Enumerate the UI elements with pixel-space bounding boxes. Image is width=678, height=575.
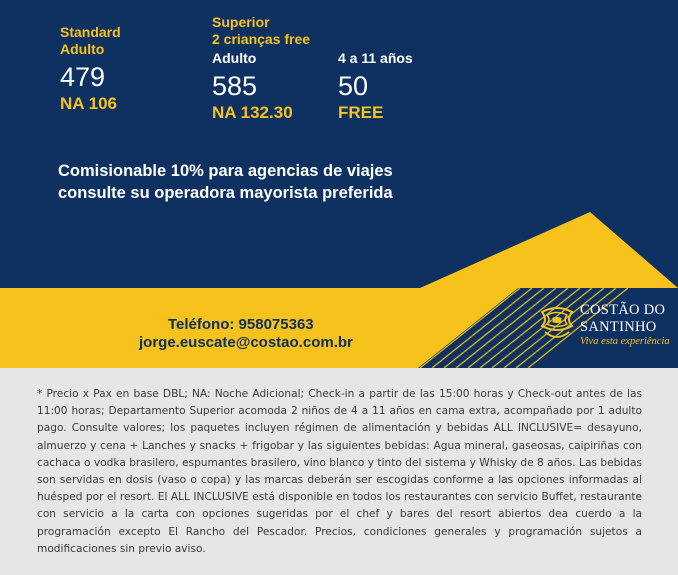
standard-price: 479	[60, 62, 106, 92]
costao-logo-icon	[538, 302, 576, 346]
brand-name-line-2: SANTINHO	[580, 319, 657, 335]
superior-adult-extra-night: NA 132.30	[212, 103, 293, 122]
commission-line-1: Comisionable 10% para agencias de viajes	[58, 162, 393, 180]
superior-child-extra-night: FREE	[338, 103, 384, 122]
superior-child-label: 4 a 11 años	[338, 50, 413, 66]
superior-child-price: 50	[338, 71, 369, 101]
standard-sublabel: Adulto	[60, 41, 105, 57]
standard-extra-night: NA 106	[60, 94, 118, 113]
brand-name	[580, 302, 665, 336]
superior-sublabel: 2 crianças free	[212, 31, 311, 47]
standard-label: Standard	[60, 24, 121, 40]
brand-logo	[538, 300, 678, 360]
brand-name-line-1: COSTÃO DO	[580, 302, 666, 318]
superior-adult-label: Adulto	[212, 50, 257, 66]
superior-label: Superior	[212, 14, 270, 30]
superior-adult-price: 585	[212, 71, 258, 101]
commission-line-2: consulte su operadora mayorista preferida	[58, 184, 393, 202]
phone-number[interactable]: Teléfono: 958075363	[168, 316, 314, 333]
email-address[interactable]: jorge.euscate@costao.com.br	[139, 334, 353, 351]
disclaimer-text: * Precio x Pax en base DBL; NA: Noche Adicional; Check-in a partir de las 15:00 horas y Check-out antes de las 11:00 horas; Departamento Superior acomoda 2 niños de 4 a 11 años en cama extra, acompañado por 1 adulto pago. Consulte valores; los paquetes incluyen régimen de alimentación y bebidas ALL INCLUSIVE= desayuno, almuerzo y cena + Lanches y snacks + frigobar y las siguientes bebidas: Agua mineral, gaseosas, caipiriñas con cachaca o vodka brasilero, espumantes brasilero, vino blanco y tinto del sistema y Whisky de 8 años. Las bebidas son servidas en dosis (vaso o copa) y las marcas deberán ser escogidas conforme a las opciones informadas al huésped por el resort. El ALL INCLUSIVE está disponible en todos los restaurantes con servicio Buffet, restaurante con servicio a la carta con opciones sugeridas por el chef y bares del resort abiertos dea cuerdo a la programación excepto El Rancho del Pescador. Precios, condiciones generales y programación sujetos a modificaciones sin previo aviso.	[37, 388, 642, 555]
brand-tagline: Viva esta experiência	[580, 336, 670, 347]
